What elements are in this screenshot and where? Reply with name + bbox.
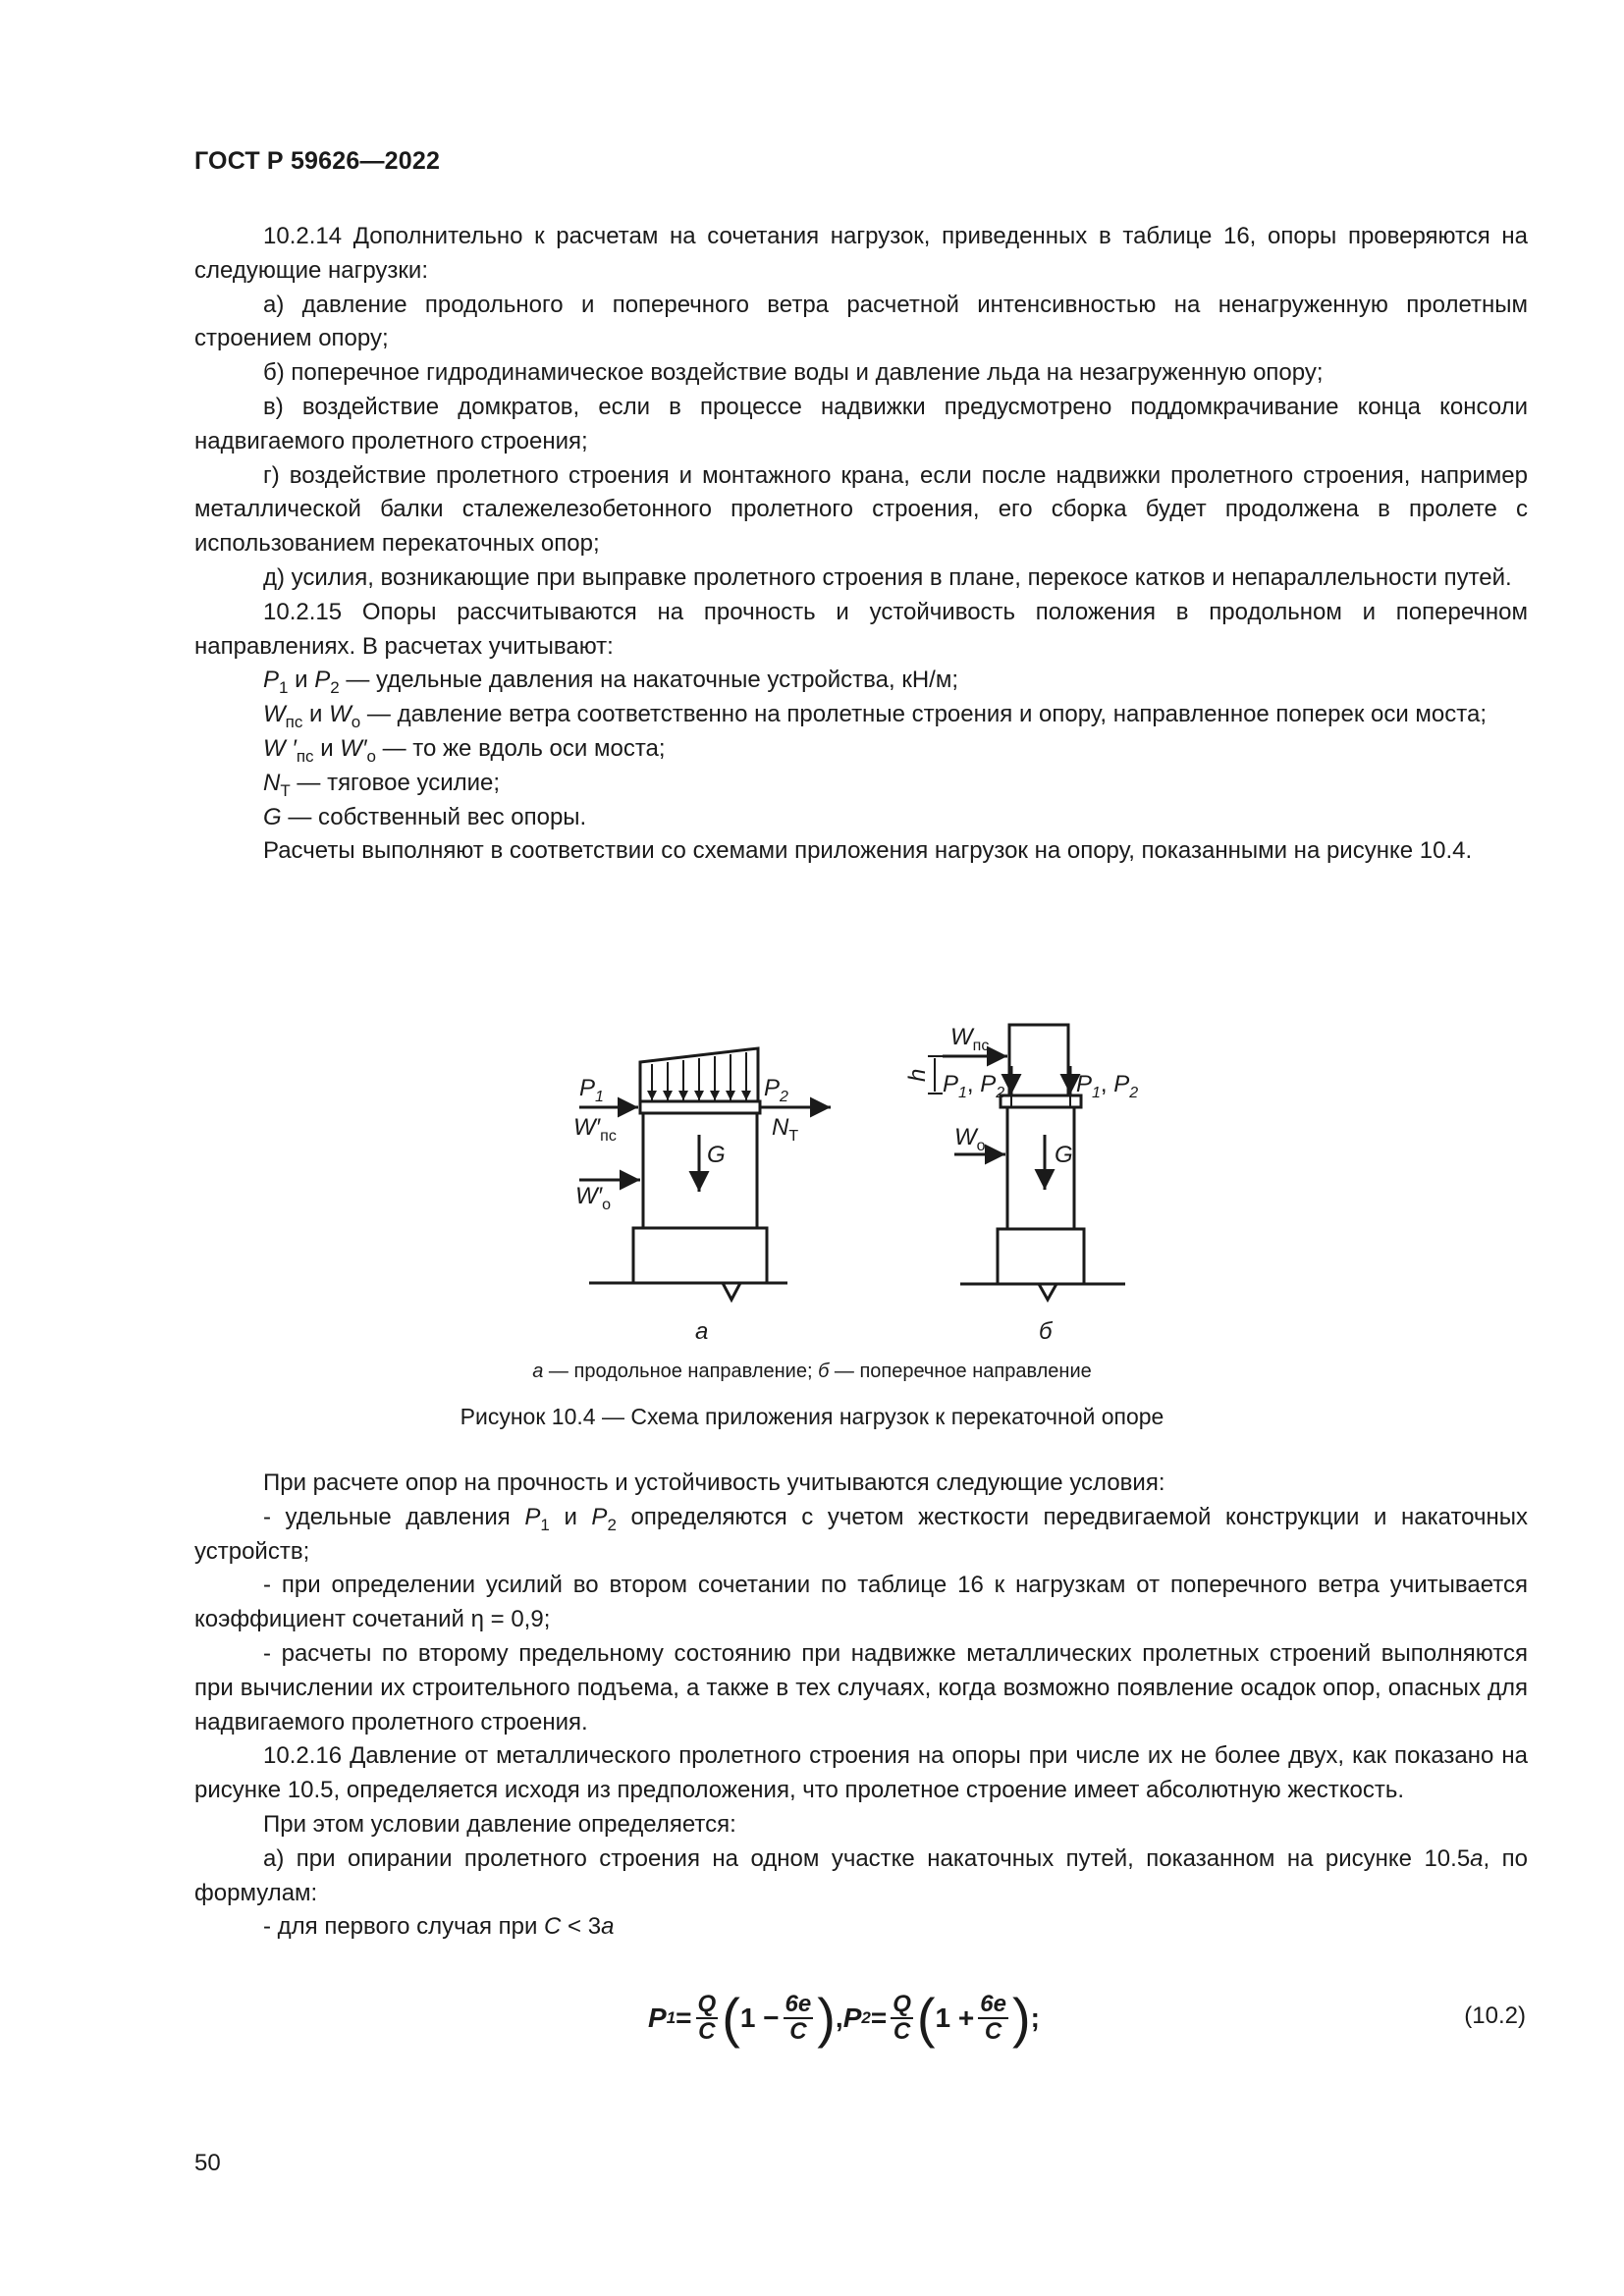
- paragraph-10-2-14: 10.2.14 Дополнительно к расчетам на сочетания нагрузок, приведенных в таблице 16, опоры проверяются на следующие нагрузки:: [194, 223, 1528, 284]
- definition-wind-cross: $W_{пс}$ и $W_о$ — давление ветра соответственно на пролетные строения и опору, направленное поперек оси моста;: [263, 701, 1487, 732]
- definition-traction: $N_Т$ — тяговое усилие;: [263, 769, 501, 800]
- label-g-b: G: [1055, 1142, 1073, 1168]
- label-g-a: G: [707, 1142, 726, 1168]
- label-h-b: h: [904, 1068, 931, 1082]
- figure-10-4-diagram: [530, 1009, 1159, 1362]
- definition-p1-p2: $P_1$ и $P_2$ — удельные давления на накаточные устройства, кН/м;: [263, 667, 958, 698]
- body-text-top: [194, 220, 1528, 869]
- label-nt-a: $N_Т$: [772, 1114, 799, 1145]
- first-case-condition: - для первого случая при C < 3а: [263, 1913, 615, 1941]
- definition-weight: G — собственный вес опоры.: [263, 803, 587, 830]
- fraction-6e-over-c: $\frac{6e}{C}$: [785, 1991, 812, 2045]
- paragraph-10-2-15: 10.2.15 Опоры рассчитываются на прочность и устойчивость положения в продольном и поперечном направлениях. В расчетах учитывают:: [194, 598, 1528, 660]
- label-p1p2-b-left: $P_1$, $P_2$: [943, 1071, 1005, 1101]
- list-item-b: б) поперечное гидродинамическое воздействие воды и давление льда на незагруженную опору;: [263, 359, 1324, 387]
- label-wps-b: $W_{пс}$: [950, 1024, 990, 1054]
- body-text-bottom: [194, 1467, 1528, 1945]
- label-p1-a: $P_1$: [579, 1075, 604, 1105]
- page-number: 50: [194, 2150, 221, 2176]
- fraction-q-over-c-2: $\frac{Q}{C}$: [893, 1991, 911, 2045]
- definition-wind-along: W $'_{пс}$ и $W'_о$ — то же вдоль оси моста;: [263, 734, 666, 766]
- condition-second-limit-state: - расчеты по второму предельному состоянию при надвижке металлических пролетных строений выполняются при вычислении их строительного подъема, а также в тех случаях, когда возможно появление осадок опор, опасных для надвигаемого пролетного строения.: [194, 1639, 1528, 1735]
- list-item-a: а) давление продольного и поперечного ветра расчетной интенсивностью на ненагруженную пролетным строением опору;: [194, 291, 1528, 352]
- fraction-6e-over-c-2: $\frac{6e}{C}$: [980, 1991, 1006, 2045]
- label-wo-b: $W_о$: [954, 1124, 986, 1154]
- label-wo-prime-a: $W'_о$: [575, 1183, 612, 1213]
- figure-caption: Рисунок 10.4 — Схема приложения нагрузок к перекаточной опоре: [460, 1404, 1164, 1429]
- list-item-d: д) усилия, возникающие при выправке пролетного строения в плане, перекосе катков и непараллельности путей.: [263, 563, 1512, 591]
- paragraph-pressure-determined: При этом условии давление определяется:: [263, 1810, 736, 1838]
- scheme-a-longitudinal: [579, 1048, 831, 1300]
- fraction-q-over-c: $\frac{Q}{C}$: [697, 1991, 717, 2045]
- formula-10-2: P 1 = $\frac{Q}{C}$ ( 1 − $\frac{6e}{C}$ ) , P 2 = $\frac{Q}{C}$ ( 1 + $\frac{6e}{C}$ ) ;: [648, 1987, 1040, 2049]
- condition-second-combination: - при определении усилий во втором сочетании по таблице 16 к нагрузкам от поперечного ветра учитывается коэффициент сочетаний η = 0,9;: [194, 1572, 1528, 1633]
- label-p1p2-b-right: $P_1$, $P_2$: [1076, 1071, 1139, 1101]
- subfigure-label-b: б: [1039, 1318, 1053, 1345]
- label-p2-a: $P_2$: [764, 1075, 788, 1105]
- scheme-b-transverse: [928, 1025, 1125, 1300]
- figure-legend: а — продольное направление; б — поперечное направление: [532, 1361, 1092, 1382]
- condition-pressures: - удельные давления $P_1$ и $P_2$ определяются с учетом жесткости передвигаемой конструкции и накаточных устройств;: [194, 1503, 1529, 1565]
- label-wps-prime-a: $W'_{пс}$: [573, 1114, 617, 1145]
- subfigure-label-a: а: [695, 1318, 709, 1345]
- paragraph-conditions: При расчете опор на прочность и устойчивость учитываются следующие условия:: [263, 1469, 1165, 1496]
- paragraph-10-2-16: 10.2.16 Давление от металлического пролетного строения на опоры при числе их не более двух, как показано на рисунке 10.5, определяется исходя из предположения, что пролетное строение имеет абсолютную жесткость.: [194, 1742, 1528, 1804]
- list-item-v: в) воздействие домкратов, если в процессе надвижки предусмотрено поддомкрачивание конца консоли надвигаемого пролетного строения;: [194, 393, 1528, 454]
- list-item-a-support: а) при опирании пролетного строения на одном участке накаточных путей, показанном на рисунке 10.5а, по формулам:: [194, 1844, 1528, 1906]
- paragraph-calc-schemes: Расчеты выполняют в соответствии со схемами приложения нагрузок на опору, показанными на рисунке 10.4.: [263, 837, 1473, 865]
- document-header: ГОСТ Р 59626—2022: [194, 147, 441, 175]
- equation-number: (10.2): [1464, 2002, 1526, 2029]
- list-item-g: г) воздействие пролетного строения и монтажного крана, если после надвижки пролетного строения, например металлической балки сталежелезобетонного пролетного строения, его сборка будет продолжена в пролете с использованием перекаточных опор;: [194, 461, 1528, 558]
